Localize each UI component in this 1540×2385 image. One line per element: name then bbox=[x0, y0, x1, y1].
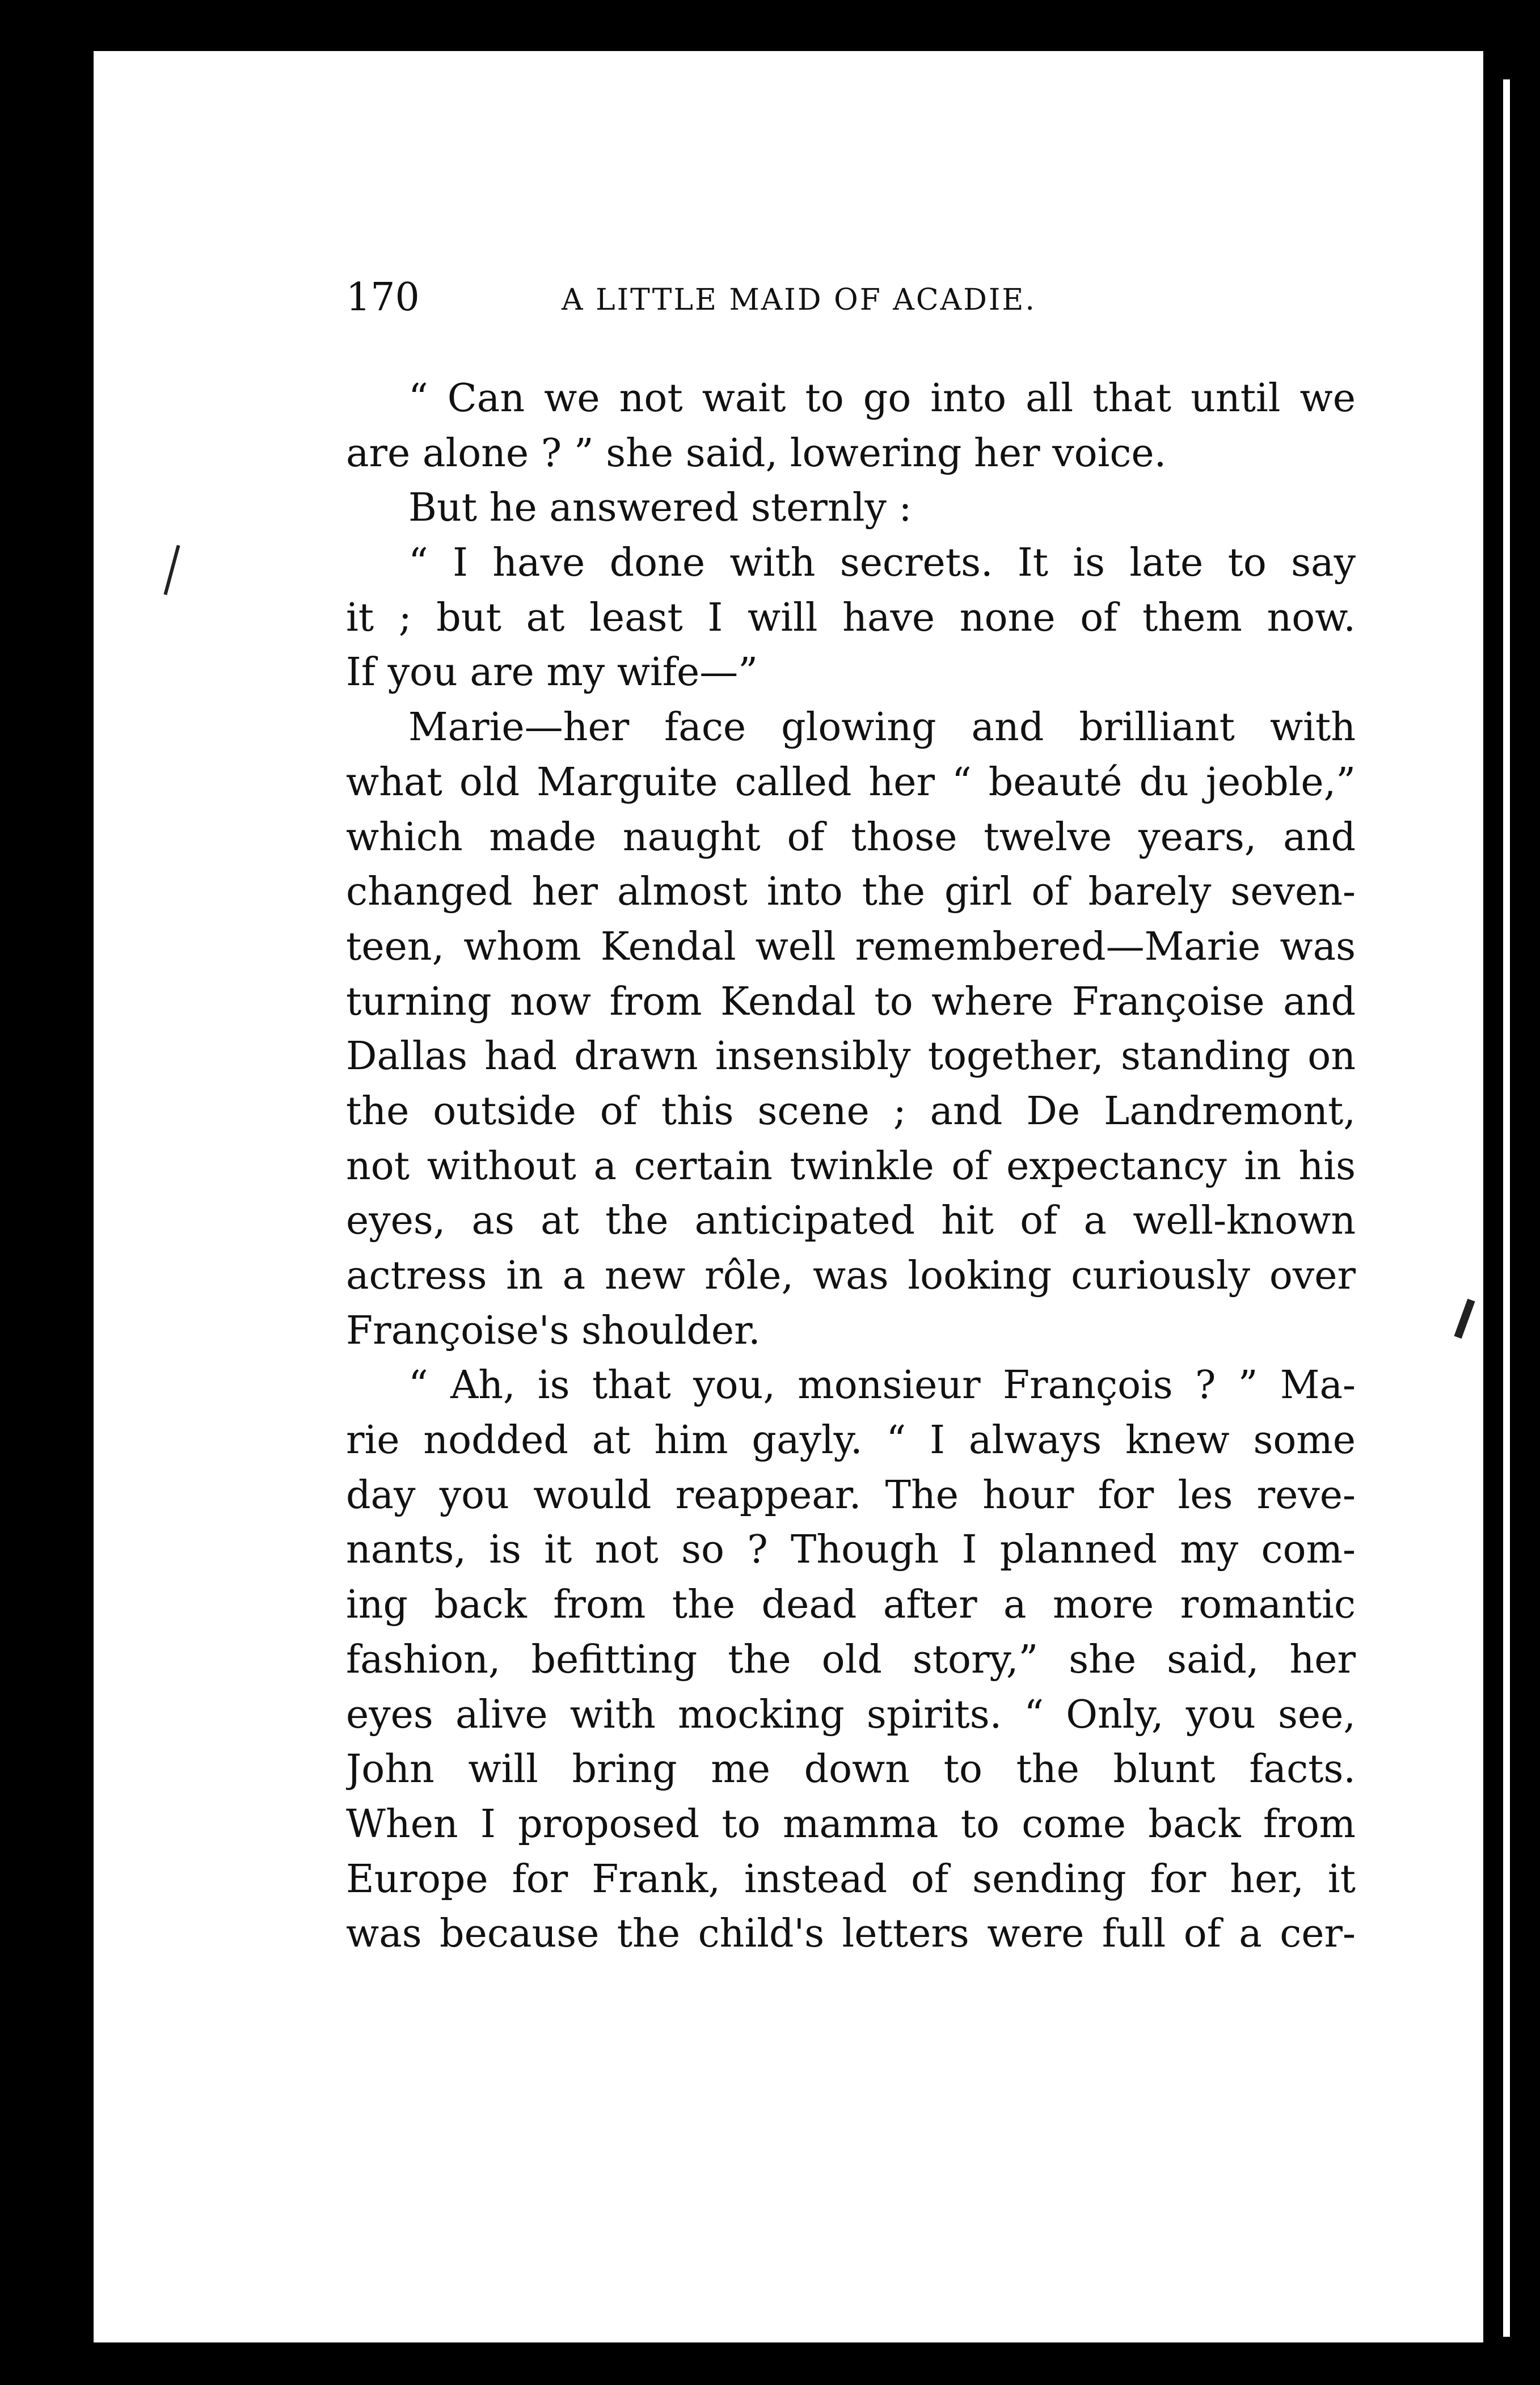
text-line: John will bring me down to the blunt facts. bbox=[346, 1747, 1356, 1792]
text-line: not without a certain twinkle of expectancy in his bbox=[346, 1143, 1356, 1189]
text-line: eyes, as at the anticipated hit of a well-known bbox=[346, 1198, 1356, 1244]
text-line: are alone ? ” she said, lowering her voice. bbox=[346, 430, 1167, 476]
text-line: was because the child's letters were full of a cer- bbox=[346, 1911, 1356, 1957]
text-line: Françoise's shoulder. bbox=[346, 1308, 761, 1353]
text-line: If you are my wife—” bbox=[346, 650, 758, 695]
text-line: turning now from Kendal to where Françoise and bbox=[346, 979, 1356, 1024]
text-line: teen, whom Kendal well remembered—Marie was bbox=[346, 924, 1356, 969]
running-title: A LITTLE MAID OF ACADIE. bbox=[562, 283, 1036, 317]
text-line: But he answered sternly : bbox=[408, 486, 912, 531]
text-line: ing back from the dead after a more romantic bbox=[346, 1582, 1356, 1628]
text-line: actress in a new rôle, was looking curiously over bbox=[346, 1253, 1356, 1298]
body-text bbox=[346, 372, 1356, 1962]
text-line: When I proposed to mamma to come back from bbox=[346, 1801, 1356, 1847]
text-line: “ Can we not wait to go into all that until we bbox=[408, 376, 1356, 421]
text-line: Europe for Frank, instead of sending for her, it bbox=[346, 1856, 1356, 1902]
page-number: 170 bbox=[346, 275, 420, 320]
text-line: “ I have done with secrets. It is late to say bbox=[408, 541, 1356, 586]
text-line: fashion, befitting the old story,” she said, her bbox=[346, 1637, 1356, 1682]
text-line: rie nodded at him gayly. “ I always knew some bbox=[346, 1418, 1356, 1463]
adjacent-page-edge bbox=[1503, 79, 1510, 2337]
text-line: what old Marguite called her “ beauté du jeoble,” bbox=[346, 759, 1356, 805]
text-line: nants, is it not so ? Though I planned my com- bbox=[346, 1527, 1356, 1573]
text-line: which made naught of those twelve years, and bbox=[346, 814, 1356, 860]
text-line: the outside of this scene ; and De Landremont, bbox=[346, 1088, 1356, 1134]
text-line: Marie—her face glowing and brilliant with bbox=[408, 705, 1356, 750]
text-line: changed her almost into the girl of barely seven- bbox=[346, 869, 1356, 915]
text-line: eyes alive with mocking spirits. “ Only, you see, bbox=[346, 1692, 1356, 1737]
page-header bbox=[346, 267, 1163, 329]
margin-mark bbox=[1513, 68, 1521, 2314]
text-line: “ Ah, is that you, monsieur François ? ” Ma- bbox=[408, 1363, 1356, 1408]
text-line: it ; but at least I will have none of them now. bbox=[346, 595, 1356, 640]
text-line: Dallas had drawn insensibly together, standing on bbox=[346, 1034, 1356, 1079]
text-line: day you would reappear. The hour for les reve- bbox=[346, 1472, 1356, 1518]
